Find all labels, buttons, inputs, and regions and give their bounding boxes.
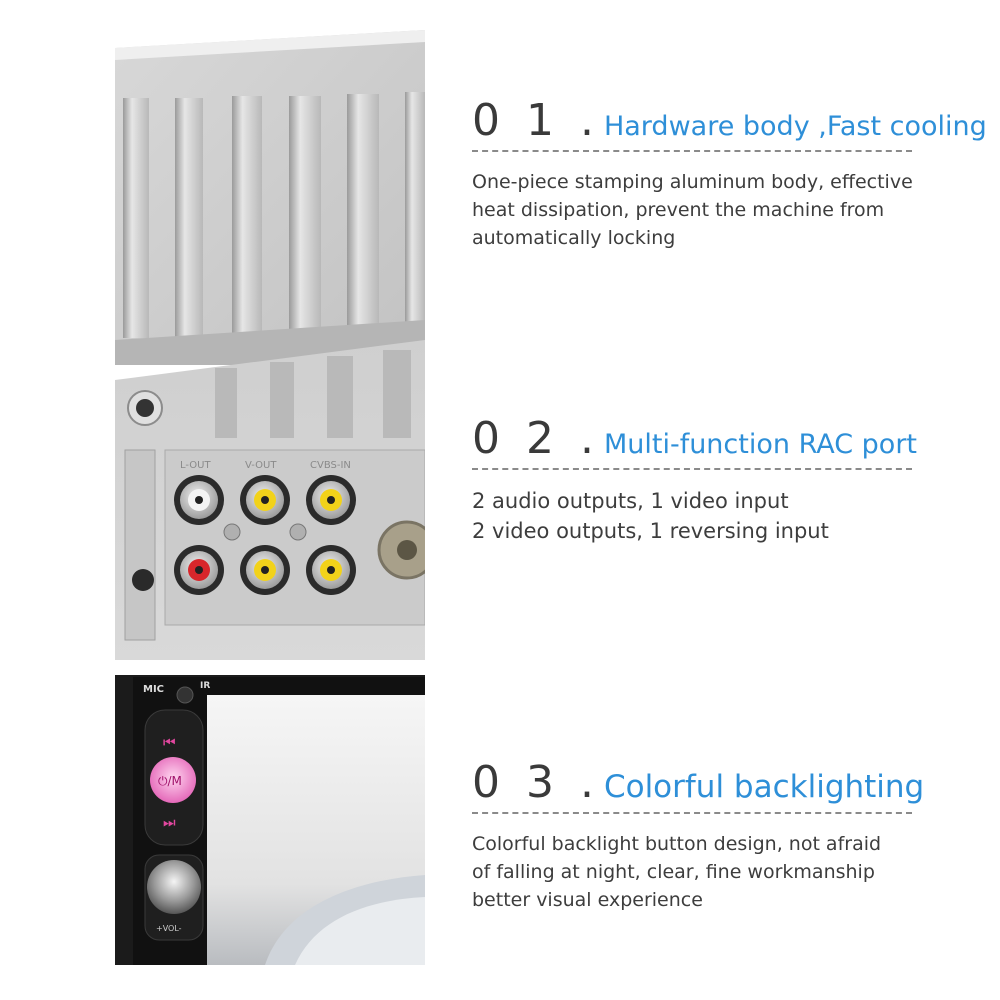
prev-track-button[interactable]: ⏮ — [163, 735, 176, 751]
heatsink-photo — [115, 30, 425, 365]
port-label-cvbs: CVBS-IN — [310, 460, 351, 471]
dashed-divider — [472, 150, 912, 152]
feature-hardware-body — [472, 95, 987, 252]
feature-backlighting — [472, 757, 952, 914]
description-line: Colorful backlight button design, not afraid — [472, 833, 882, 855]
feature-description — [472, 486, 952, 546]
feature-description — [472, 830, 952, 914]
feature-number: 0 2 . — [472, 413, 600, 464]
port-label-lout: L-OUT — [180, 460, 211, 471]
dashed-divider — [472, 812, 912, 814]
description-line: automatically locking — [472, 227, 676, 249]
volume-knob[interactable] — [147, 860, 201, 914]
rca-yellow-jack — [240, 545, 290, 595]
ir-label: IR — [200, 681, 211, 691]
front-panel-photo — [115, 665, 425, 965]
feature-heading — [472, 757, 952, 808]
feature-heading — [472, 413, 952, 464]
feature-number: 0 3 . — [472, 757, 600, 808]
feature-title: Multi-function RAC port — [603, 429, 918, 460]
rca-yellow-jack — [306, 475, 356, 525]
feature-description — [472, 168, 952, 252]
rca-red-jack — [174, 545, 224, 595]
description-line: 2 audio outputs, 1 video input — [472, 489, 789, 513]
description-line: heat dissipation, prevent the machine from — [472, 199, 885, 221]
dashed-divider — [472, 468, 912, 470]
ir-sensor — [177, 687, 193, 703]
description-line: of falling at night, clear, fine workmanship — [472, 861, 875, 883]
feature-number: 0 1 . — [472, 95, 600, 146]
rca-yellow-jack — [306, 545, 356, 595]
rca-yellow-jack — [240, 475, 290, 525]
port-label-vout: V-OUT — [245, 460, 277, 471]
description-line: 2 video outputs, 1 reversing input — [472, 519, 829, 543]
power-mode-label: ⏻/M — [158, 774, 182, 788]
mic-label: MIC — [143, 684, 165, 695]
feature-title: Hardware body ,Fast cooling — [603, 111, 987, 142]
feature-heading — [472, 95, 987, 146]
feature-rac-port — [472, 413, 952, 546]
description-line: better visual experience — [472, 889, 703, 911]
rca-white-jack — [174, 475, 224, 525]
antenna-connector — [379, 522, 425, 578]
feature-title: Colorful backlighting — [603, 769, 925, 805]
next-track-button[interactable]: ⏭ — [163, 815, 176, 831]
rca-ports-photo — [115, 340, 425, 660]
vol-label: +VOL- — [156, 924, 182, 933]
description-line: One-piece stamping aluminum body, effective — [472, 171, 913, 193]
